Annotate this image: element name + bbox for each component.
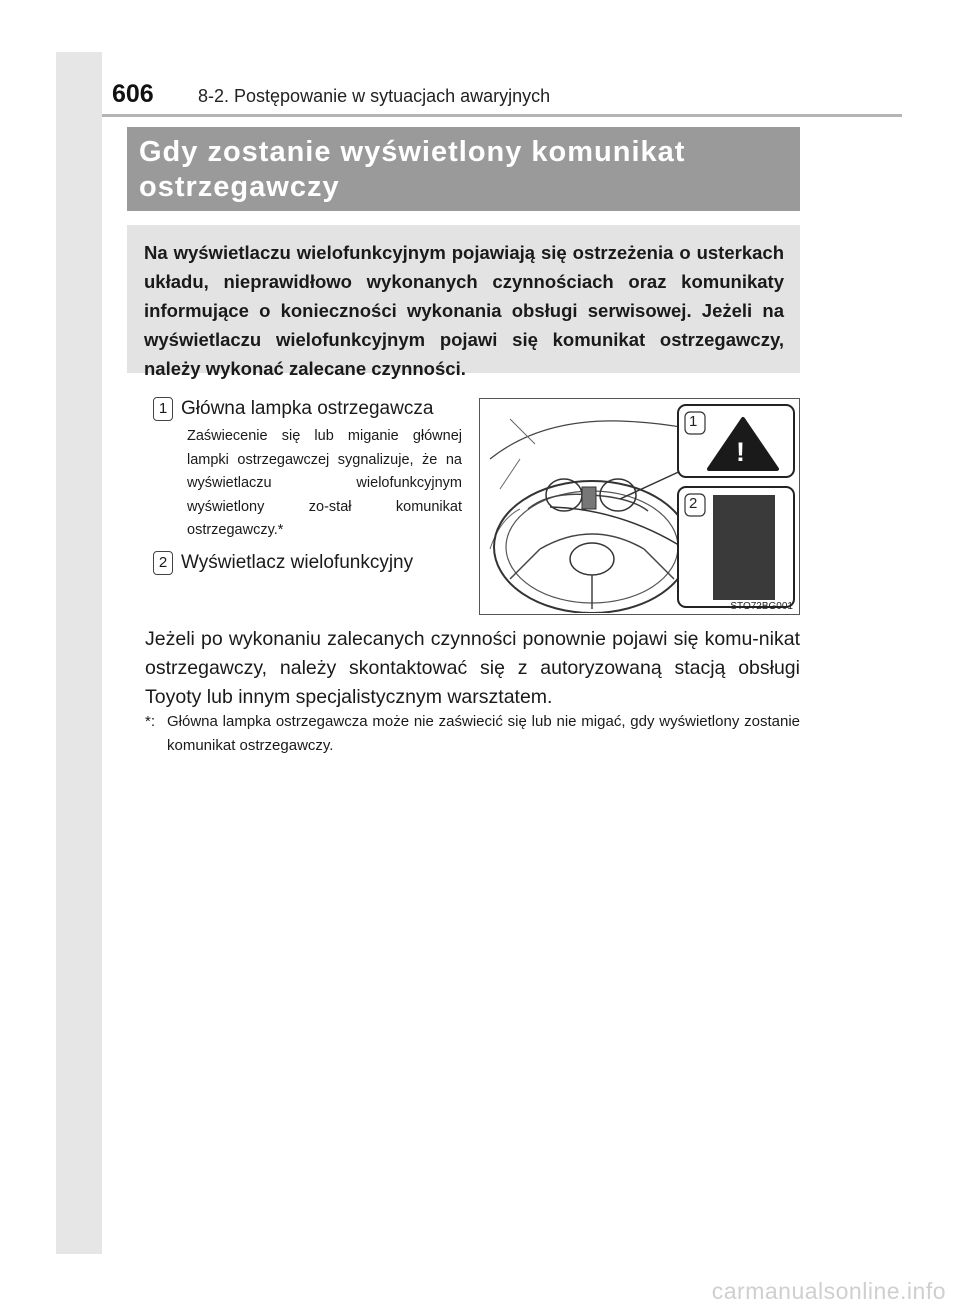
item-1-description: Zaświecenie się lub miganie głównej lampki ostrzegawczej sygnalizuje, że na wyświetlaczu wielofunkcyjnym wyświetlony zo-stał komunikat ostrzegawczy.*: [187, 428, 462, 538]
item-2-number: 2: [153, 551, 173, 575]
body-paragraph: Jeżeli po wykonaniu zalecanych czynności ponownie pojawi się komu-nikat ostrzegawczy, należy skontaktować się z autoryzowaną stacją obsługi Toyoty lub innym specjalistycznym warsztatem.: [145, 628, 800, 708]
item-2-label: Wyświetlacz wielofunkcyjny: [181, 552, 414, 573]
header-rule: [102, 114, 902, 117]
item-2: [153, 551, 413, 575]
watermark: carmanualsonline.info: [711, 1278, 946, 1304]
page-number: 606: [112, 80, 154, 108]
chapter-title: 8-2. Postępowanie w sytuacjach awaryjnych: [198, 86, 551, 106]
item-1-label: Główna lampka ostrzegawcza: [181, 398, 434, 419]
page-header: [112, 76, 902, 116]
section-title-band: [127, 127, 800, 211]
intro-box: [127, 225, 800, 379]
footnote: [145, 710, 800, 758]
warning-triangle-icon: !: [736, 437, 745, 467]
section-title-line1: Gdy zostanie wyświetlony komunikat: [139, 136, 686, 168]
section-title: [139, 135, 685, 205]
item-1: [153, 397, 433, 421]
callout-2-number: 2: [689, 495, 698, 512]
side-strip: [56, 52, 102, 1254]
dashboard-illustration: [480, 399, 798, 613]
footnote-mark: *:: [145, 713, 156, 730]
section-title-line2: ostrzegawczy: [139, 171, 340, 203]
footnote-text: Główna lampka ostrzegawcza może nie zaświecić się lub nie migać, gdy wyświetlony zostanie komunikat ostrzegawczy.: [167, 713, 800, 754]
item-1-number: 1: [153, 397, 173, 421]
figure-code: STO72BG001: [730, 601, 793, 612]
dashboard-figure: [479, 398, 800, 615]
intro-text: Na wyświetlaczu wielofunkcyjnym pojawiają się ostrzeżenia o usterkach układu, nieprawidłowo wykonanych czynnościach oraz komunikaty informujące o konieczności wykonania obsługi serwisowej. Jeżeli na wyświetlaczu wielofunkcyjnym pojawi się komunikat ostrzegawczy, należy wykonać zalecane czynności.: [144, 242, 784, 379]
callout-1-number: 1: [689, 413, 698, 430]
